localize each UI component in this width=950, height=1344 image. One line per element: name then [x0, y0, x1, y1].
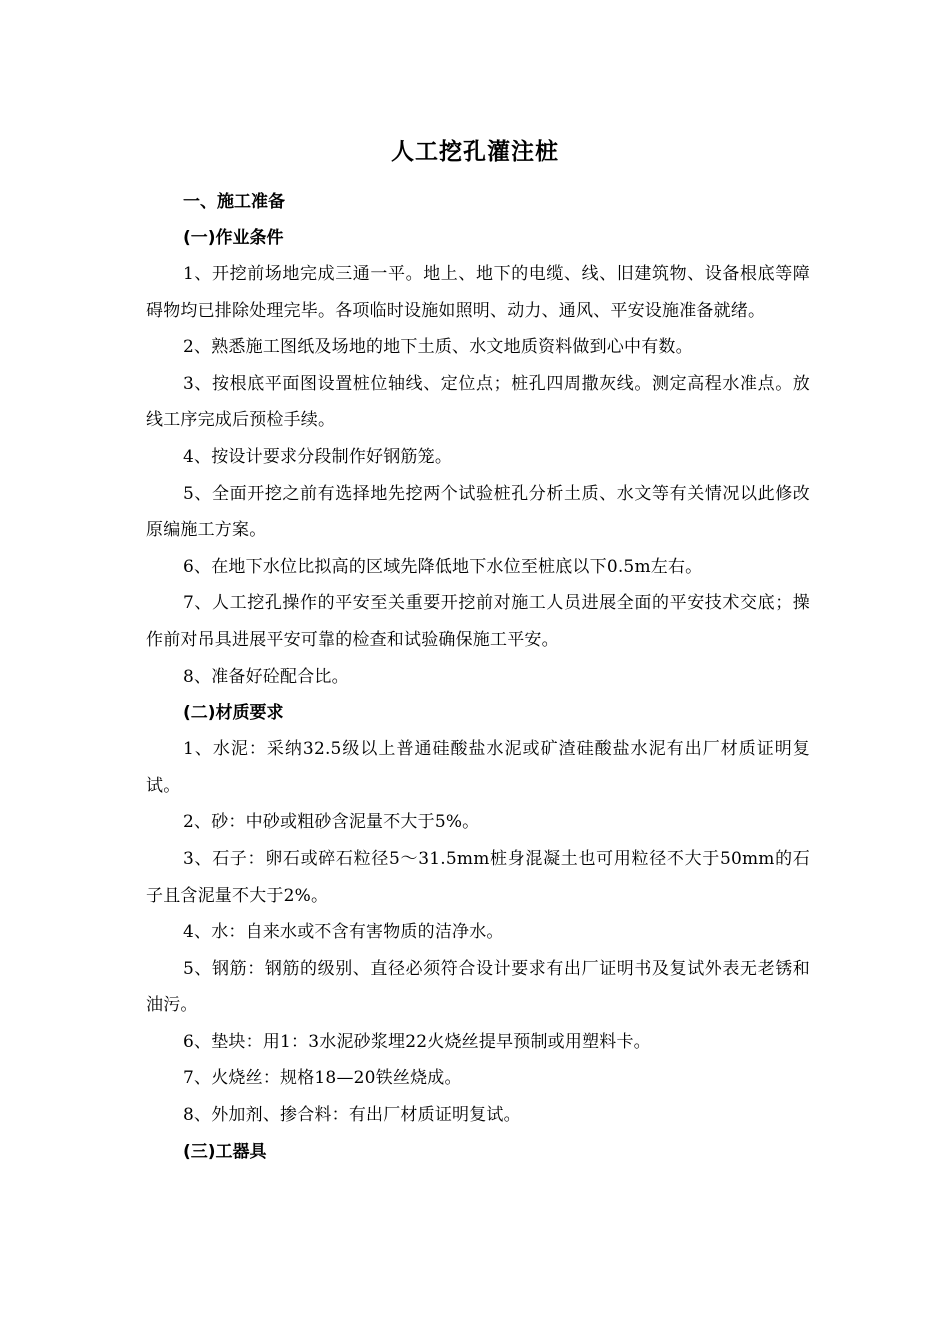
work-condition-item-7: 7、人工挖孔操作的平安至关重要开挖前对施工人员进展全面的平安技术交底；操作前对吊具进展平安可靠的检查和试验确保施工平安。	[146, 593, 810, 650]
material-item-3: 3、石子：卵石或碎石粒径5～31.5mm桩身混凝土也可用粒径不大于50mm的石子且含泥量不大于2%。	[146, 848, 810, 906]
material-item-7: 7、火烧丝：规格18—20铁丝烧成。	[183, 1068, 462, 1089]
material-item-8: 8、外加剂、掺合料：有出厂材质证明复试。	[183, 1105, 521, 1126]
subsection-heading-work-conditions: (一)作业条件	[183, 228, 284, 248]
work-condition-item-3: 3、按根底平面图设置桩位轴线、定位点；桩孔四周撒灰线。测定高程水准点。放线工序完成后预检手续。	[146, 373, 810, 431]
material-item-1: 1、水泥：采纳32.5级以上普通硅酸盐水泥或矿渣硅酸盐水泥有出厂材质证明复试。	[146, 739, 810, 796]
document-body	[146, 184, 810, 1170]
work-condition-item-5: 5、全面开挖之前有选择地先挖两个试验桩孔分析土质、水文等有关情况以此修改原编施工方案。	[146, 483, 810, 541]
material-item-5: 5、钢筋：钢筋的级别、直径必须符合设计要求有出厂证明书及复试外表无老锈和油污。	[146, 958, 810, 1016]
work-condition-item-1: 1、开挖前场地完成三通一平。地上、地下的电缆、线、旧建筑物、设备根底等障碍物均已排除处理完毕。各项临时设施如照明、动力、通风、平安设施准备就绪。	[146, 264, 810, 321]
document-title: 人工挖孔灌注桩	[391, 139, 559, 165]
material-item-2: 2、砂：中砂或粗砂含泥量不大于5%。	[183, 812, 480, 833]
section-heading-construction-prep: 一、施工准备	[183, 192, 285, 212]
work-condition-item-2: 2、熟悉施工图纸及场地的地下土质、水文地质资料做到心中有数。	[183, 337, 693, 358]
work-condition-item-4: 4、按设计要求分段制作好钢筋笼。	[183, 446, 453, 467]
work-condition-item-6: 6、在地下水位比拟高的区域先降低地下水位至桩底以下0.5m左右。	[183, 556, 703, 577]
subsection-heading-material-requirements: (二)材质要求	[183, 703, 284, 724]
material-item-6: 6、垫块：用1：3水泥砂浆埋22火烧丝提早预制或用塑料卡。	[183, 1031, 651, 1052]
work-condition-item-8: 8、准备好砼配合比。	[183, 666, 349, 687]
material-item-4: 4、水：自来水或不含有害物质的洁净水。	[183, 922, 504, 943]
subsection-heading-tools: (三)工器具	[183, 1141, 267, 1162]
